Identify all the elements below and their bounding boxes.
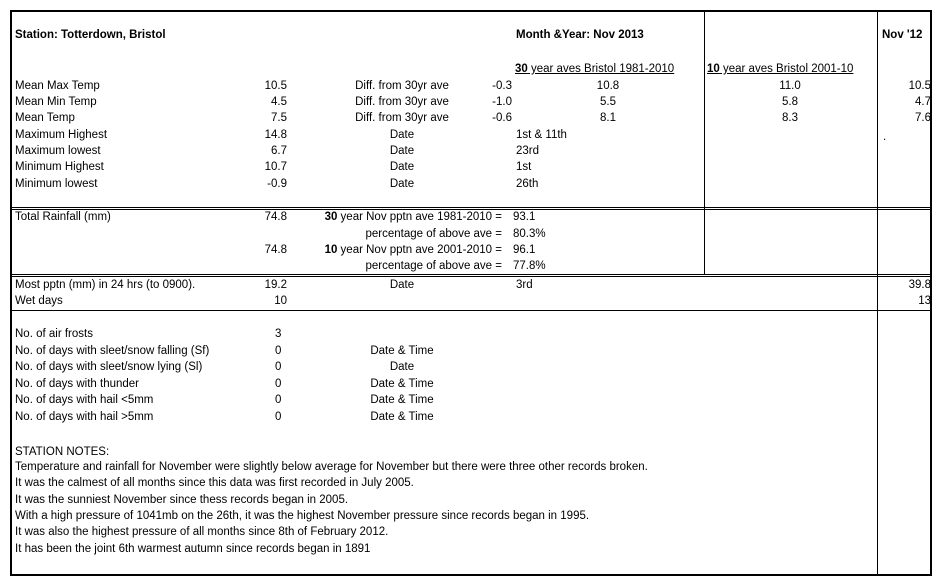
temp-row-label: Minimum lowest <box>15 178 98 190</box>
count-row-value: 0 <box>275 411 282 423</box>
wet-label: Wet days <box>15 295 63 307</box>
temp-row-ave10: 8.3 <box>782 112 798 124</box>
note-line: It has been the joint 6th warmest autumn since records began in 1891 <box>15 542 371 555</box>
wet-value: 10 <box>274 295 287 307</box>
divider-pptn-top <box>11 276 931 277</box>
temp-row-value: 14.8 <box>264 129 287 141</box>
temp-row-value: 10.7 <box>264 161 287 173</box>
count-row-label: No. of days with sleet/snow lying (Sl) <box>15 361 203 373</box>
pptn-prev: 39.8 <box>908 279 931 291</box>
count-row-value: 0 <box>275 361 282 373</box>
divider-10yr-left <box>704 11 705 275</box>
count-row-label: No. of days with sleet/snow falling (Sf) <box>15 345 210 357</box>
temp-row-mid: Date <box>389 161 415 173</box>
count-row-mid: Date & Time <box>370 378 434 390</box>
ave10-header-text: year aves Bristol 2001-10 <box>719 63 854 75</box>
temp-row-ave10: 5.8 <box>782 96 798 108</box>
temp-row-label: Mean Temp <box>15 112 75 124</box>
pptn-date-label: Date <box>389 279 415 291</box>
temp-row-prev: 4.7 <box>915 96 931 108</box>
divider-rain-bottom <box>11 274 931 275</box>
rain-pct10-value: 77.8% <box>513 260 546 272</box>
count-row-value: 0 <box>275 378 282 390</box>
temp-row-date: 1st & 11th <box>516 129 567 141</box>
rain-ave30-num: 30 <box>324 211 338 223</box>
divider-prev-left <box>877 11 878 575</box>
rain-ave10-text: year Nov pptn ave 2001-2010 = <box>337 244 502 256</box>
rain-ave30-text: year Nov pptn ave 1981-2010 = <box>337 211 502 223</box>
rain-pct10-label: percentage of above ave = <box>365 260 502 272</box>
rain-ave10-value: 96.1 <box>513 244 536 256</box>
rain-value-1: 74.8 <box>264 211 287 223</box>
rain-ave30-line <box>296 210 502 224</box>
temp-row-value: 10.5 <box>264 80 287 92</box>
count-row-mid: Date <box>389 361 415 373</box>
prev-year-title: Nov '12 <box>882 29 923 41</box>
temp-row-value: -0.9 <box>267 178 287 190</box>
temp-row-ave30: 5.5 <box>600 96 616 108</box>
ave10-header <box>707 62 853 76</box>
temp-row-ave30: 8.1 <box>600 112 616 124</box>
temp-row-value: 7.5 <box>271 112 287 124</box>
temp-row-mid: Date <box>389 145 415 157</box>
rain-label: Total Rainfall (mm) <box>15 211 111 223</box>
pptn-value: 19.2 <box>264 279 287 291</box>
count-row-label: No. of air frosts <box>15 328 93 340</box>
temp-row-prev: 10.5 <box>908 80 931 92</box>
temp-row-prev: 7.6 <box>915 112 931 124</box>
temp-row-label: Minimum Highest <box>15 161 104 173</box>
count-row-mid: Date & Time <box>370 394 434 406</box>
count-row-mid: Date & Time <box>370 411 434 423</box>
count-row-value: 0 <box>275 345 282 357</box>
rain-value-2: 74.8 <box>264 244 287 256</box>
pptn-label: Most pptn (mm) in 24 hrs (to 0900). <box>15 279 196 291</box>
temp-row-diff: -1.0 <box>492 96 512 108</box>
note-line: It was the sunniest November since thess records began in 2005. <box>15 493 349 506</box>
rain-ave10-num: 10 <box>324 244 338 256</box>
ave30-header-text: year aves Bristol 1981-2010 <box>527 63 675 75</box>
rain-ave30-value: 93.1 <box>513 211 536 223</box>
divider-wet-bottom <box>11 310 931 311</box>
count-row-value: 0 <box>275 394 282 406</box>
ave30-header-num: 30 <box>515 63 528 75</box>
rain-pct30-label: percentage of above ave = <box>365 228 502 240</box>
station-title: Station: Totterdown, Bristol <box>15 29 166 41</box>
note-line: It was also the highest pressure of all months since 8th of February 2012. <box>15 526 389 539</box>
pptn-date: 3rd <box>516 279 533 291</box>
ave30-header <box>515 62 674 76</box>
note-line: It was the calmest of all months since this data was first recorded in July 2005. <box>15 477 414 490</box>
count-row-mid: Date & Time <box>370 345 434 357</box>
temp-row-diff: -0.6 <box>492 112 512 124</box>
temp-row-ave30: 10.8 <box>596 80 620 92</box>
count-row-label: No. of days with hail >5mm <box>15 411 154 423</box>
temp-row-diff: -0.3 <box>492 80 512 92</box>
temp-row-date: 26th <box>516 178 539 190</box>
note-line: Temperature and rainfall for November were slightly below average for November but there were three other records broken. <box>15 461 648 473</box>
notes-title: STATION NOTES: <box>15 446 110 458</box>
count-row-value: 3 <box>275 328 282 340</box>
rain-pct30-value: 80.3% <box>513 228 546 240</box>
temp-row-mid: Diff. from 30yr ave <box>355 96 449 108</box>
wet-prev: 13 <box>918 295 931 307</box>
temp-row-prev: . <box>883 131 887 143</box>
temp-row-mid: Date <box>389 178 415 190</box>
note-line: With a high pressure of 1041mb on the 26th, it was the highest November pressure since records began in 1995. <box>15 509 590 522</box>
count-row-label: No. of days with hail <5mm <box>15 394 154 406</box>
temp-row-date: 1st <box>516 161 532 173</box>
temp-row-mid: Diff. from 30yr ave <box>355 80 449 92</box>
divider-temps-bottom <box>11 207 931 208</box>
ave10-header-num: 10 <box>707 63 720 75</box>
rain-ave10-line <box>296 243 502 257</box>
temp-row-value: 4.5 <box>271 96 287 108</box>
temp-row-ave10: 11.0 <box>779 80 801 92</box>
temp-row-value: 6.7 <box>271 145 287 157</box>
temp-row-label: Mean Min Temp <box>15 96 97 108</box>
month-year: Month &Year: Nov 2013 <box>516 29 644 41</box>
temp-row-label: Maximum lowest <box>15 145 101 157</box>
count-row-label: No. of days with thunder <box>15 378 140 390</box>
temp-row-label: Mean Max Temp <box>15 80 100 92</box>
temp-row-date: 23rd <box>516 145 540 157</box>
temp-row-mid: Diff. from 30yr ave <box>355 112 449 124</box>
temp-row-label: Maximum Highest <box>15 129 108 141</box>
temp-row-mid: Date <box>389 129 415 141</box>
